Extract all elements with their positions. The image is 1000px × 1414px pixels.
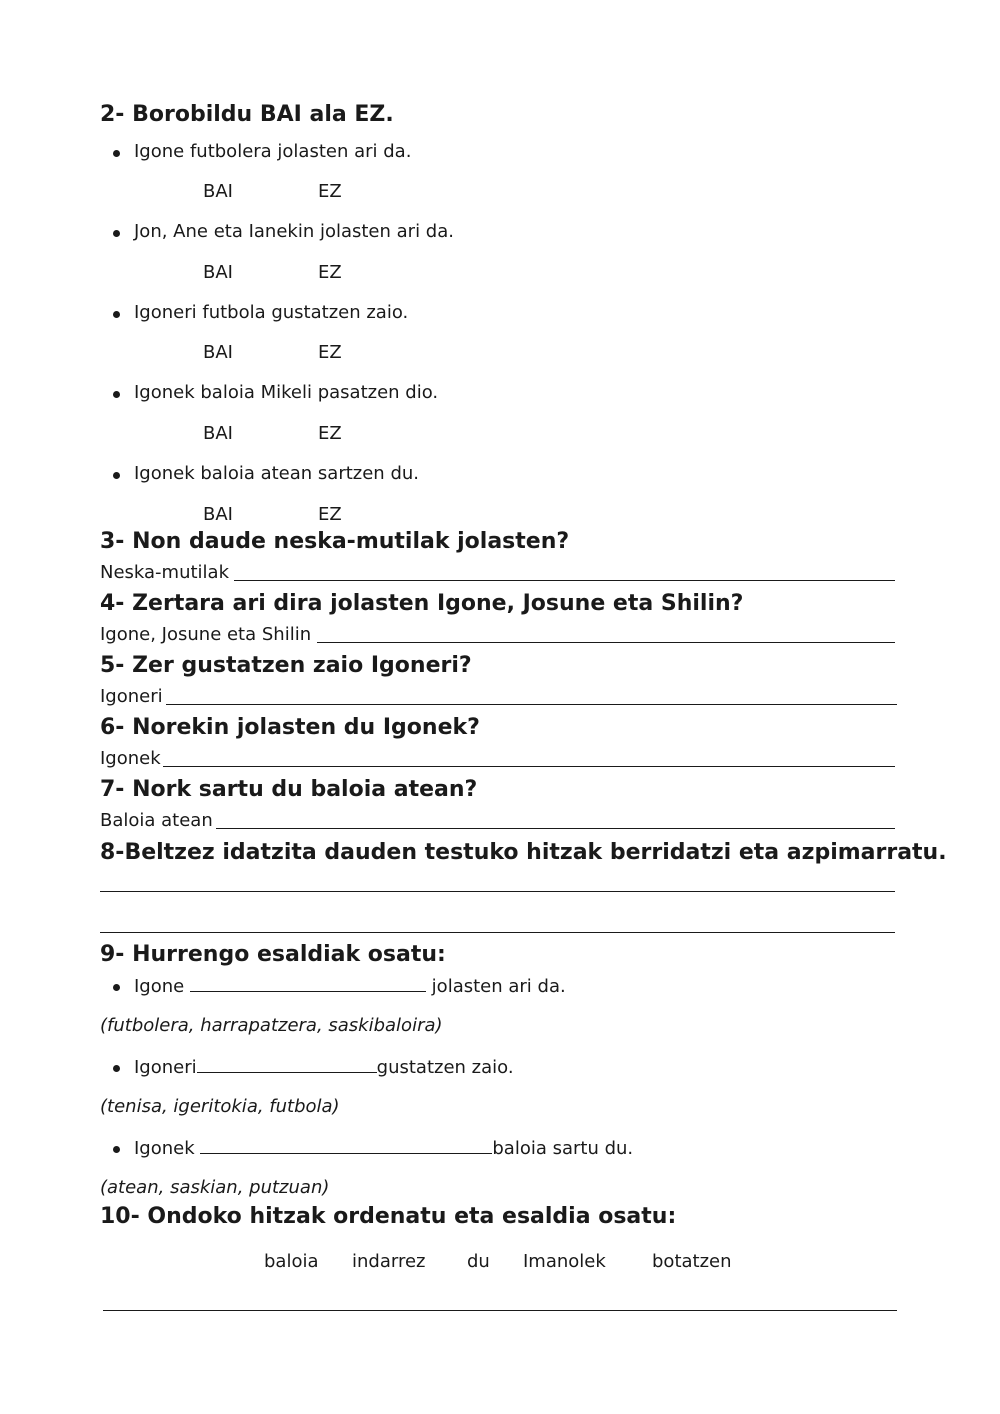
- q8-answer-line-2[interactable]: [100, 932, 895, 933]
- q8-title: 8-Beltzez idatzita dauden testuko hitzak berridatzi eta azpimarratu.: [100, 840, 947, 865]
- q6-title: 6- Norekin jolasten du Igonek?: [100, 715, 480, 740]
- q6-answer-line[interactable]: [163, 766, 895, 767]
- q9-s1-pre: Igone: [134, 976, 190, 997]
- bullet-icon: [113, 472, 120, 479]
- q3-title: 3- Non daude neska-mutilak jolasten?: [100, 529, 570, 554]
- q9-s1-options: (futbolera, harrapatzera, saskibaloira): [100, 1015, 443, 1036]
- q9-s2-options: (tenisa, igeritokia, futbola): [100, 1096, 340, 1117]
- q9-s2-post: gustatzen zaio.: [376, 1057, 514, 1078]
- q10-word-5: botatzen: [652, 1251, 732, 1272]
- q9-sentence-3: [134, 1137, 633, 1160]
- q7-answer-line[interactable]: [216, 828, 895, 829]
- q9-sentence-1: [134, 975, 566, 998]
- q3-prefix: Neska-mutilak: [100, 562, 230, 583]
- q9-s3-post: baloia sartu du.: [492, 1138, 634, 1159]
- q4-answer-line[interactable]: [317, 642, 895, 643]
- q2-yes-2[interactable]: BAI: [203, 262, 233, 283]
- q2-item-5: Igonek baloia atean sartzen du.: [134, 463, 419, 484]
- q2-item-2: Jon, Ane eta Ianekin jolasten ari da.: [134, 221, 454, 242]
- q9-s3-blank[interactable]: [200, 1137, 492, 1154]
- bullet-icon: [113, 230, 120, 237]
- q10-word-2: indarrez: [352, 1251, 426, 1272]
- q2-no-1[interactable]: EZ: [318, 181, 342, 202]
- bullet-icon: [113, 311, 120, 318]
- q3-answer-line[interactable]: [234, 580, 895, 581]
- q2-no-2[interactable]: EZ: [318, 262, 342, 283]
- bullet-icon: [113, 1146, 120, 1153]
- q2-title: 2- Borobildu BAI ala EZ.: [100, 102, 394, 127]
- bullet-icon: [113, 391, 120, 398]
- q5-prefix: Igoneri: [100, 686, 163, 707]
- q7-prefix: Baloia atean: [100, 810, 213, 831]
- q4-prefix: Igone, Josune eta Shilin: [100, 624, 312, 645]
- q10-word-3: du: [467, 1251, 490, 1272]
- q2-yes-4[interactable]: BAI: [203, 423, 233, 444]
- q9-s1-blank[interactable]: [190, 975, 426, 992]
- q2-item-3: Igoneri futbola gustatzen zaio.: [134, 302, 409, 323]
- q9-s1-post: jolasten ari da.: [425, 976, 566, 997]
- q10-word-4: Imanolek: [523, 1251, 606, 1272]
- q9-s3-options: (atean, saskian, putzuan): [100, 1177, 330, 1198]
- bullet-icon: [113, 984, 120, 991]
- q2-no-5[interactable]: EZ: [318, 504, 342, 525]
- q2-item-1: Igone futbolera jolasten ari da.: [134, 141, 412, 162]
- q10-answer-line[interactable]: [103, 1310, 897, 1311]
- q2-no-3[interactable]: EZ: [318, 342, 342, 363]
- q9-s3-pre: Igonek: [134, 1138, 201, 1159]
- q9-s2-blank[interactable]: [197, 1056, 377, 1073]
- q5-title: 5- Zer gustatzen zaio Igoneri?: [100, 653, 472, 678]
- bullet-icon: [113, 150, 120, 157]
- q4-title: 4- Zertara ari dira jolasten Igone, Josune eta Shilin?: [100, 591, 744, 616]
- q7-title: 7- Nork sartu du baloia atean?: [100, 777, 478, 802]
- q6-prefix: Igonek: [100, 748, 161, 769]
- q9-title: 9- Hurrengo esaldiak osatu:: [100, 942, 446, 967]
- q2-yes-5[interactable]: BAI: [203, 504, 233, 525]
- q8-answer-line-1[interactable]: [100, 891, 895, 892]
- q9-sentence-2: [134, 1056, 514, 1079]
- q2-yes-1[interactable]: BAI: [203, 181, 233, 202]
- q2-item-4: Igonek baloia Mikeli pasatzen dio.: [134, 382, 439, 403]
- q9-s2-pre: Igoneri: [134, 1057, 197, 1078]
- q2-no-4[interactable]: EZ: [318, 423, 342, 444]
- q10-title: 10- Ondoko hitzak ordenatu eta esaldia osatu:: [100, 1204, 677, 1229]
- q10-word-1: baloia: [264, 1251, 319, 1272]
- q5-answer-line[interactable]: [166, 704, 897, 705]
- q2-yes-3[interactable]: BAI: [203, 342, 233, 363]
- bullet-icon: [113, 1065, 120, 1072]
